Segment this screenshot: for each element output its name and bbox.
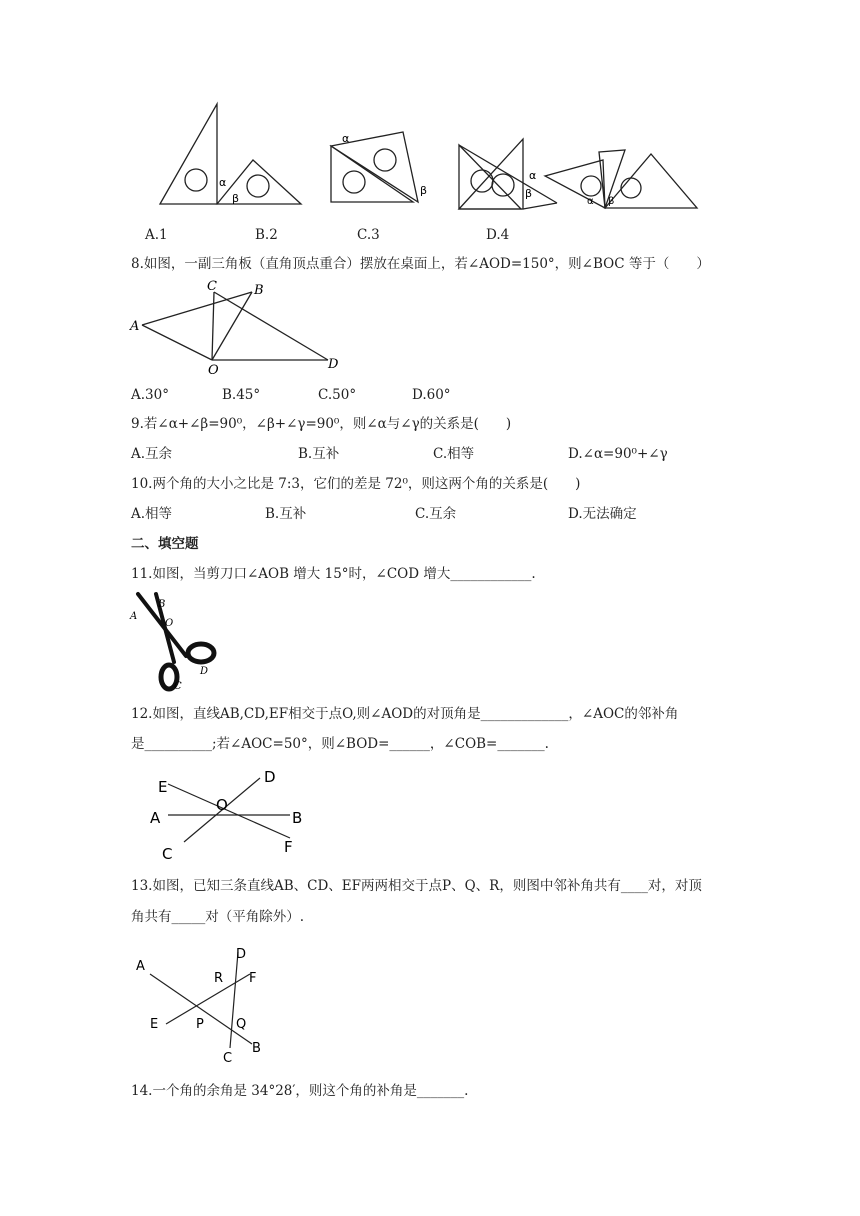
q8-option-a: A.30° xyxy=(131,387,169,403)
q10-option-a: A.相等 xyxy=(131,506,173,522)
q7-figure-a xyxy=(155,100,305,212)
point-e-label: E xyxy=(158,778,168,796)
q7-option-c: C.3 xyxy=(357,227,380,243)
point-e-label: E xyxy=(150,1017,159,1032)
point-d-label: D xyxy=(236,947,247,962)
point-d-label: D xyxy=(328,357,339,372)
point-c-label: C xyxy=(162,845,173,863)
q11-question: 11.如图，当剪刀口∠AOB 增大 15°时，∠COD 增大____________. xyxy=(131,566,536,582)
q9-question: 9.若∠α+∠β=90⁰，∠β+∠γ=90⁰，则∠α与∠γ的关系是( ) xyxy=(131,416,512,432)
q9-option-c: C.相等 xyxy=(433,446,475,462)
q9-option-d: D.∠α=90⁰+∠γ xyxy=(568,446,668,462)
q8-figure xyxy=(128,280,348,376)
point-o-label: O xyxy=(208,363,219,378)
beta-label: β xyxy=(608,196,615,207)
point-f-label: F xyxy=(249,971,257,986)
point-b-label: B xyxy=(158,599,166,610)
point-a-label: A xyxy=(150,809,161,827)
point-p-label: P xyxy=(196,1017,204,1032)
alpha-label: α xyxy=(342,132,350,145)
q7-option-d: D.4 xyxy=(486,227,510,243)
alpha-label: α xyxy=(529,169,537,182)
point-c-label: C xyxy=(223,1051,233,1066)
q13-question-line2: 角共有_____对（平角除外）. xyxy=(131,909,305,925)
point-o-label: O xyxy=(165,618,174,629)
point-a-label: A xyxy=(130,319,140,334)
point-d-label: D xyxy=(264,768,276,786)
point-a-label: A xyxy=(130,611,138,622)
q8-question: 8.如图，一副三角板（直角顶点重合）摆放在桌面上，若∠AOD=150°，则∠BOC 等于（ ） xyxy=(131,256,710,272)
point-q-label: Q xyxy=(236,1017,247,1032)
beta-label: β xyxy=(420,184,428,197)
q12-figure xyxy=(140,760,320,864)
beta-label: β xyxy=(525,187,533,200)
q10-option-b: B.互补 xyxy=(265,506,307,522)
q7-figure-d xyxy=(543,148,701,214)
q7-figure-b xyxy=(328,128,438,210)
beta-label: β xyxy=(232,192,240,205)
point-c-label: C xyxy=(207,279,217,294)
alpha-label: α xyxy=(587,196,594,207)
point-o-label: O xyxy=(216,796,228,814)
q9-option-b: B.互补 xyxy=(298,446,340,462)
q13-figure xyxy=(130,940,280,1066)
q8-option-b: B.45° xyxy=(222,387,261,403)
point-f-label: F xyxy=(284,838,293,856)
point-b-label: B xyxy=(292,809,303,827)
q8-option-c: C.50° xyxy=(318,387,357,403)
point-d-label: D xyxy=(200,666,209,677)
point-b-label: B xyxy=(252,1041,261,1056)
q12-question-line1: 12.如图，直线AB,CD,EF相交于点O,则∠AOD的对顶角是_____________，∠AOC的邻补角 xyxy=(131,706,679,722)
q14-question: 14.一个角的余角是 34°28′，则这个角的补角是_______. xyxy=(131,1083,469,1099)
q8-option-d: D.60° xyxy=(412,387,451,403)
point-a-label: A xyxy=(136,959,145,974)
point-c-label: C xyxy=(174,681,182,692)
q10-question: 10.两个角的大小之比是 7:3，它们的差是 72⁰，则这两个角的关系是( ) xyxy=(131,476,581,492)
section-title: 二、填空题 xyxy=(131,536,199,552)
q10-option-c: C.互余 xyxy=(415,506,457,522)
q10-option-d: D.无法确定 xyxy=(568,506,637,522)
q12-question-line2: 是__________;若∠AOC=50°，则∠BOD=______，∠COB=_______. xyxy=(131,736,549,752)
q11-scissors-figure xyxy=(128,590,228,694)
q7-option-a: A.1 xyxy=(145,227,168,243)
q7-option-b: B.2 xyxy=(255,227,278,243)
point-r-label: R xyxy=(214,971,224,986)
point-b-label: B xyxy=(254,283,264,298)
alpha-label: α xyxy=(219,176,227,189)
q9-option-a: A.互余 xyxy=(131,446,173,462)
q13-question-line1: 13.如图，已知三条直线AB、CD、EF两两相交于点P、Q、R，则图中邻补角共有____对，对顶 xyxy=(131,878,702,894)
